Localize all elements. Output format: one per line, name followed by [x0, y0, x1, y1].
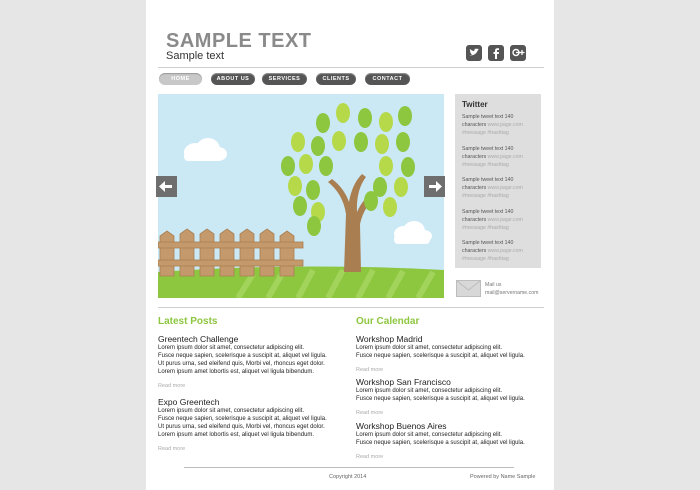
event-title[interactable]: Workshop San Francisco — [356, 377, 451, 387]
calendar-item — [356, 421, 546, 460]
header-divider — [158, 67, 544, 68]
read-more-link[interactable]: Read more — [356, 454, 384, 460]
tweet — [462, 113, 538, 137]
footer-divider — [184, 467, 514, 468]
google-plus-icon[interactable] — [510, 45, 526, 61]
twitter-title: Twitter — [462, 100, 488, 109]
read-more-link[interactable]: Read more — [356, 410, 384, 416]
tweet-hashtags[interactable]: #message #hashtag — [462, 130, 509, 136]
nav-clients[interactable]: CLIENTS — [316, 73, 356, 85]
tweet-text: Sample tweet text 140 characters — [462, 146, 514, 160]
post-body: Lorem ipsum dolor sit amet, consectetur adipiscing elit. Fusce neque sapien, scelerisque a suscipit at, aliquet vel ligula. Ut purus urna, sed eleifend quis, Morbi vel, rhoncus eget dolor. Lorem ipsum amet lobortis est, aliquet vel ligula bibendum. — [158, 408, 327, 438]
calendar-heading: Our Calendar — [356, 316, 420, 327]
tweet-text: Sample tweet text 140 characters — [462, 177, 514, 191]
event-body: Lorem ipsum dolor sit amet, consectetur adipiscing elit. Fusce neque sapien, scelerisque a suscipit at, aliquet vel ligula. — [356, 345, 525, 359]
event-body: Lorem ipsum dolor sit amet, consectetur adipiscing elit. Fusce neque sapien, scelerisque a suscipit at, aliquet vel ligula. — [356, 388, 525, 402]
post-item — [158, 334, 348, 389]
tweet — [462, 239, 538, 263]
tweet-link[interactable]: www.page.com — [487, 217, 523, 223]
tweet — [462, 208, 538, 232]
arrow-left-icon — [156, 176, 177, 197]
post-title[interactable]: Expo Greentech — [158, 397, 220, 407]
posts-heading: Latest Posts — [158, 316, 218, 327]
calendar-item — [356, 377, 546, 416]
footer-powered: Powered by Name Sample — [470, 474, 536, 480]
content-divider — [158, 307, 544, 308]
nav-about-us[interactable]: ABOUT US — [211, 73, 255, 85]
slider-prev-button[interactable] — [156, 176, 177, 197]
tweet-link[interactable]: www.page.com — [487, 122, 523, 128]
event-body: Lorem ipsum dolor sit amet, consectetur adipiscing elit. Fusce neque sapien, scelerisque a suscipit at, aliquet vel ligula. — [356, 432, 525, 446]
footer-copyright: Copyright 2014 — [329, 474, 367, 480]
mail-contact — [485, 281, 538, 297]
hero-slider — [158, 94, 444, 298]
tweet-link[interactable]: www.page.com — [487, 248, 523, 254]
tweet-hashtags[interactable]: #message #hashtag — [462, 256, 509, 262]
facebook-icon[interactable] — [488, 45, 504, 61]
tweet — [462, 176, 538, 200]
event-title[interactable]: Workshop Buenos Aires — [356, 421, 447, 431]
tweet-link[interactable]: www.page.com — [487, 185, 523, 191]
slider-next-button[interactable] — [424, 176, 445, 197]
mail-address[interactable]: mail@servername.com — [485, 290, 539, 296]
tweet-link[interactable]: www.page.com — [487, 154, 523, 160]
nav-home[interactable]: HOME — [159, 73, 202, 85]
tweet-text: Sample tweet text 140 characters — [462, 209, 514, 223]
post-item — [158, 397, 348, 452]
site-subtitle: Sample text — [166, 50, 225, 62]
tweet-text: Sample tweet text 140 characters — [462, 114, 514, 128]
hero-illustration — [158, 94, 444, 298]
event-title[interactable]: Workshop Madrid — [356, 334, 423, 344]
nav-contact[interactable]: CONTACT — [365, 73, 410, 85]
post-body: Lorem ipsum dolor sit amet, consectetur adipiscing elit. Fusce neque sapien, scelerisque a suscipit at, aliquet vel ligula. Ut purus urna, sed eleifend quis, Morbi vel, rhoncus eget dolor. Lorem ipsum amet lobortis est, aliquet vel ligula bibendum. — [158, 345, 327, 375]
read-more-link[interactable]: Read more — [158, 383, 186, 389]
mail-icon[interactable] — [456, 280, 481, 297]
post-title[interactable]: Greentech Challenge — [158, 334, 239, 344]
tweet-hashtags[interactable]: #message #hashtag — [462, 162, 509, 168]
mail-label: Mail us — [485, 282, 502, 288]
read-more-link[interactable]: Read more — [158, 446, 186, 452]
tweet-hashtags[interactable]: #message #hashtag — [462, 225, 509, 231]
twitter-icon[interactable] — [466, 45, 482, 61]
calendar-item — [356, 334, 546, 373]
tweet-text: Sample tweet text 140 characters — [462, 240, 514, 254]
site-title: SAMPLE TEXT — [166, 30, 312, 52]
page-container — [146, 0, 554, 490]
tweet-hashtags[interactable]: #message #hashtag — [462, 193, 509, 199]
nav-services[interactable]: SERVICES — [262, 73, 307, 85]
tweet — [462, 145, 538, 169]
read-more-link[interactable]: Read more — [356, 367, 384, 373]
arrow-right-icon — [424, 176, 445, 197]
twitter-panel — [455, 94, 541, 268]
